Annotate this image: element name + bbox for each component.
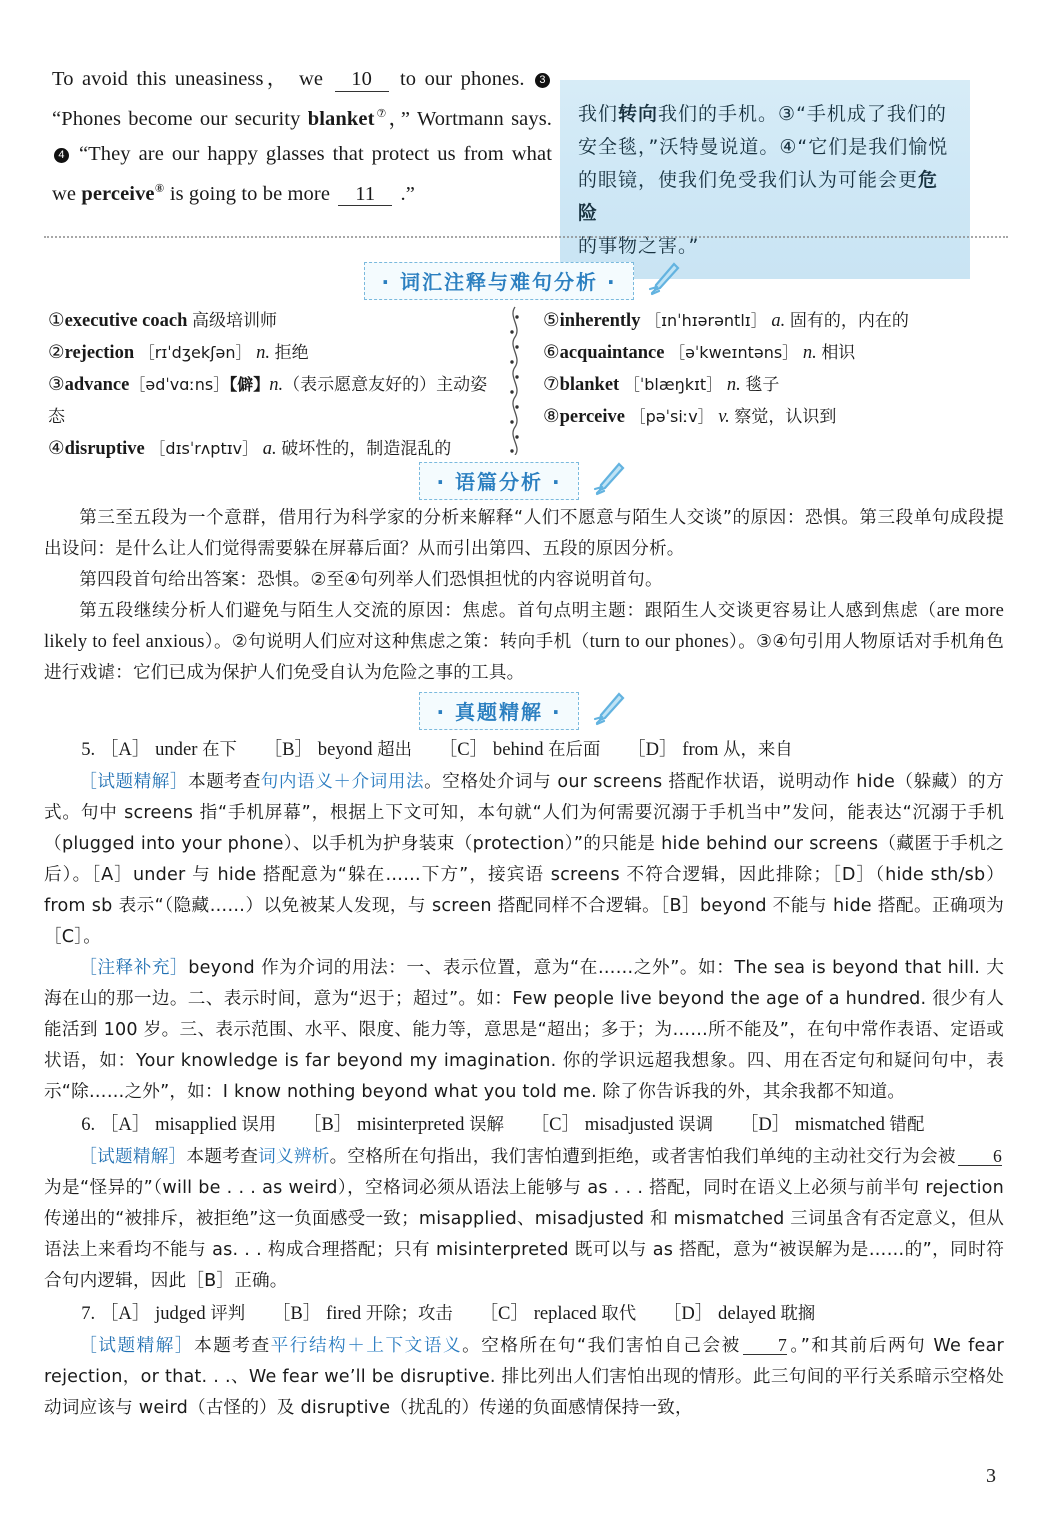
option-meaning: 取代 bbox=[601, 1304, 637, 1324]
note-body: beyond 作为介词的用法：一、表示位置，意为“在……之外”。如：The sea is beyond that hill. 大海在山的那一边。二、表示时间，意为“迟于；超过”。如：Few people live beyond the age of a hundred. 很少有人能活到 100 岁。三、表示范围、水平、限度、能力等，意思是“超出；多于；为……所不能及”，在句中常作表语、定语或状语，如：Your knowledge is far beyond my imagination. 你的学识远超我想象。四、用在否定句和疑问句中，表示“除……之外”，如：I know nothing beyond what you told me. 除了你告诉我的外，其余我都不知道。 bbox=[44, 958, 1005, 1102]
decorative-squiggle-divider bbox=[505, 305, 525, 455]
explanation-body-a: 。空格所在句“我们害怕自己会被 bbox=[462, 1336, 741, 1356]
explanation-keyword: 平行结构＋上下文语义 bbox=[270, 1336, 463, 1356]
vocab-phonetic: ［ˈblæŋkɪt］ bbox=[623, 375, 723, 394]
blank-11[interactable]: 11 bbox=[338, 184, 392, 207]
vocab-entry bbox=[48, 337, 503, 369]
vocab-phonetic: ［ɪnˈhɪərəntlɪ］ bbox=[645, 311, 767, 330]
vocab-entry bbox=[543, 305, 973, 337]
vocab-pos: n. bbox=[269, 375, 284, 395]
question-5-options bbox=[44, 733, 1004, 767]
paragraph-marker-3: 3 bbox=[535, 73, 550, 88]
vocab-header-label: · 词汇注释与难句分析 · bbox=[364, 262, 633, 300]
question-5-note bbox=[44, 953, 1004, 1108]
option-word: replaced bbox=[533, 1303, 597, 1324]
option-letter[interactable]: ［C］ bbox=[438, 739, 489, 760]
option-word: misadjusted bbox=[584, 1114, 674, 1135]
option-meaning: 评判 bbox=[210, 1304, 246, 1324]
pen-icon bbox=[644, 258, 684, 303]
section-divider bbox=[44, 236, 1008, 238]
vocab-entry bbox=[543, 369, 973, 401]
vocab-index: ① bbox=[48, 311, 65, 331]
option-word: mismatched bbox=[795, 1114, 885, 1135]
keyword-blanket: blanket bbox=[307, 107, 375, 130]
passage-text-1: To avoid this uneasiness bbox=[52, 68, 264, 90]
vocab-entry bbox=[543, 401, 973, 433]
explanation-lead: 本题考查 bbox=[188, 772, 261, 792]
question-7-options bbox=[44, 1297, 1004, 1331]
option-meaning: 超出 bbox=[377, 740, 412, 760]
vocab-word: executive coach bbox=[64, 311, 188, 331]
question-7-explanation bbox=[44, 1331, 1004, 1424]
passage-text-3: to our phones. bbox=[400, 68, 525, 90]
exam-explanations bbox=[44, 733, 1004, 1424]
vocab-index: ⑤ bbox=[543, 311, 560, 331]
vocab-meaning: 察觉，认识到 bbox=[734, 407, 837, 427]
vocab-entry bbox=[48, 305, 503, 337]
option-letter[interactable]: ［C］ bbox=[530, 1114, 581, 1135]
explanation-body-b: 为是“怪异的”（will be . . . as weird），空格词必须从语法上能够与 as . . . 搭配，同时在语义上必须与前半句 rejection 传递出的“被排斥，被拒绝”这一负面感受一致；misapplied、misadjusted 和 mismatched 三词虽含有否定意义，但从语法上来看均不能与 as. . . 构成合理搭配；只有 misinterpreted 既可以与 as 搭配，意为“被误解为是……的”，同时符合句内逻辑，因此［B］正确。 bbox=[44, 1178, 1004, 1291]
vocab-index: ⑧ bbox=[543, 407, 560, 427]
question-number: 7. bbox=[81, 1303, 96, 1324]
paragraph-marker-4: 4 bbox=[54, 148, 69, 163]
vocab-pos: v. bbox=[718, 407, 730, 427]
question-number: 6. bbox=[81, 1114, 96, 1135]
explanation-tag: ［试题精解］ bbox=[79, 1336, 195, 1356]
vocab-index: ⑦ bbox=[543, 375, 560, 395]
option-word: fired bbox=[326, 1303, 362, 1324]
option-meaning: 开除；攻击 bbox=[365, 1304, 453, 1324]
explanation-body-a: 。空格所在句指出，我们害怕遭到拒绝，或者害怕我们单纯的主动社交行为会被 bbox=[329, 1147, 956, 1167]
vocab-phonetic: ［rɪˈdʒekʃən］ bbox=[138, 343, 252, 362]
question-6-options bbox=[44, 1108, 1004, 1142]
vocab-pos: n. bbox=[726, 375, 741, 395]
answer-blank-7[interactable]: 7 bbox=[743, 1336, 787, 1355]
vocab-index: ⑥ bbox=[543, 343, 560, 363]
translation-line-4: 的事物之害。” bbox=[578, 235, 700, 257]
footnote-ref-8: ⑧ bbox=[154, 182, 165, 195]
option-letter[interactable]: ［A］ bbox=[99, 1114, 151, 1135]
explanation-keyword: 词义辨析 bbox=[258, 1147, 330, 1167]
option-meaning: 错配 bbox=[889, 1115, 925, 1135]
page-number: 3 bbox=[986, 1465, 996, 1487]
explanation-lead: 本题考查 bbox=[194, 1336, 271, 1356]
answer-blank-6[interactable]: 6 bbox=[958, 1147, 1002, 1166]
exam-section-header bbox=[0, 688, 1048, 733]
footnote-ref-7: ⑦ bbox=[374, 108, 389, 120]
question-number: 5. bbox=[81, 739, 96, 760]
discourse-paragraph-1: 第三至五段为一个意群，借用行为科学家的分析来解释“人们不愿意与陌生人交谈”的原因：恐惧。第三段单句成段提出设问：是什么让人们觉得需要躲在屏幕后面？从而引出第四、五段的原因分析。 bbox=[44, 508, 1004, 559]
option-word: under bbox=[155, 739, 198, 760]
explanation-tag: ［试题精解］ bbox=[79, 1147, 187, 1167]
vocab-index: ④ bbox=[48, 439, 65, 459]
vocab-phonetic: ［pəˈsiːv］ bbox=[629, 407, 714, 426]
passage-section bbox=[0, 62, 1048, 257]
option-letter[interactable]: ［D］ bbox=[739, 1114, 791, 1135]
vocab-phonetic: ［əˈkweɪntəns］ bbox=[669, 343, 799, 362]
discourse-paragraph-3 bbox=[44, 596, 1004, 689]
vocab-section-header bbox=[0, 258, 1048, 303]
vocab-tag: 【僻】 bbox=[229, 375, 270, 394]
question-6-explanation bbox=[44, 1142, 1004, 1297]
translation-line-3: 的眼镜，使我们免受我们认为可能会更危险 bbox=[578, 169, 939, 224]
vocab-phonetic: ［dɪsˈrʌptɪv］ bbox=[149, 439, 259, 458]
discourse-paragraph-2: 第四段首句给出答案：恐惧。②至④句列举人们恐惧担忧的内容说明首句。 bbox=[79, 570, 663, 590]
passage-text-5: ，” Wortmann says. bbox=[388, 107, 552, 130]
passage-text-4: “Phones become our security bbox=[52, 107, 301, 130]
option-letter[interactable]: ［B］ bbox=[302, 1114, 353, 1135]
explanation-lead: 本题考查 bbox=[186, 1147, 259, 1167]
option-meaning: 在下 bbox=[202, 740, 237, 760]
explanation-tag: ［试题精解］ bbox=[79, 772, 189, 792]
vocab-meaning: 高级培训师 bbox=[192, 311, 277, 331]
option-word: judged bbox=[155, 1303, 206, 1324]
explanation-keyword: 句内语义＋介词用法 bbox=[260, 772, 425, 792]
translation-line-2: 安全毯，”沃特曼说道。④“它们是我们愉悦 bbox=[578, 136, 949, 158]
vocab-phonetic: ［ədˈvɑːns］ bbox=[129, 375, 230, 394]
note-tag: ［注释补充］ bbox=[79, 958, 189, 978]
question-5-explanation bbox=[44, 767, 1004, 953]
vocabulary-column-right bbox=[543, 305, 973, 465]
option-letter[interactable]: ［D］ bbox=[662, 1303, 714, 1324]
option-letter[interactable]: ［D］ bbox=[627, 739, 678, 760]
vocab-index: ③ bbox=[48, 375, 65, 395]
vocab-pos: n. bbox=[802, 343, 817, 363]
vocab-entry bbox=[543, 337, 973, 369]
option-letter[interactable]: ［B］ bbox=[263, 739, 314, 760]
option-meaning: 在后面 bbox=[548, 740, 601, 760]
option-word: beyond bbox=[317, 739, 373, 760]
comma-1: ， bbox=[263, 68, 291, 90]
vocab-meaning: 固有的，内在的 bbox=[789, 311, 909, 331]
option-word: delayed bbox=[718, 1303, 776, 1324]
option-meaning: 误用 bbox=[241, 1115, 277, 1135]
translation-line-1: 我们转向我们的手机。③“手机成了我们的 bbox=[578, 103, 947, 125]
vocab-word: blanket bbox=[559, 375, 620, 395]
discourse-analysis bbox=[44, 503, 1004, 689]
option-word: misinterpreted bbox=[357, 1114, 465, 1135]
discourse-p3-english-2: turn to our phones bbox=[589, 632, 729, 652]
vocab-pos: n. bbox=[256, 343, 271, 363]
discourse-p3-part-c: ）。③④句引用人物原话对手机角色进行戏谑：它们已成为保护人们免受自认为危险之事的工具。 bbox=[44, 632, 1004, 683]
passage-text-2: we bbox=[299, 68, 324, 90]
option-meaning: 误调 bbox=[678, 1115, 714, 1135]
vocabulary-column-left bbox=[48, 305, 503, 465]
option-letter[interactable]: ［A］ bbox=[99, 739, 151, 760]
explanation-body-b: 。”和其前后两句 We fear rejection，or that. . .、We fear we’ll be disruptive. 排比列出人们害怕出现的情形。此三句间的平行关系暗示空格处动词应该与 weird（古怪的）及 disruptive（扰乱的）传递的负面感情保持一致， bbox=[44, 1336, 1004, 1418]
vocab-word: acquaintance bbox=[559, 343, 665, 363]
vocab-pos: a. bbox=[771, 311, 786, 331]
option-word: from bbox=[682, 739, 719, 760]
discourse-header-label: · 语篇分析 · bbox=[419, 462, 578, 500]
translation-box bbox=[560, 80, 970, 279]
option-letter[interactable]: ［C］ bbox=[479, 1303, 530, 1324]
vocab-meaning: （表示愿意友好的）主动姿态 bbox=[48, 375, 488, 427]
vocab-word: rejection bbox=[64, 343, 135, 363]
vocab-meaning: 破坏性的，制造混乱的 bbox=[281, 439, 452, 459]
vocab-pos: a. bbox=[262, 439, 277, 459]
vocab-word: perceive bbox=[559, 407, 625, 427]
option-letter[interactable]: ［B］ bbox=[271, 1303, 322, 1324]
vocab-index: ② bbox=[48, 343, 65, 363]
option-word: misapplied bbox=[155, 1114, 237, 1135]
vocab-meaning: 相识 bbox=[821, 343, 856, 363]
vocab-word: inherently bbox=[559, 311, 641, 331]
vocab-meaning: 毯子 bbox=[745, 375, 780, 395]
pen-icon bbox=[589, 458, 629, 503]
passage-text-7: is going to be more bbox=[169, 182, 331, 205]
option-letter[interactable]: ［A］ bbox=[99, 1303, 151, 1324]
discourse-p3-part-b: ）。②句说明人们应对这种焦虑之策：转向手机（ bbox=[204, 632, 590, 652]
vocab-word: advance bbox=[64, 375, 130, 395]
vocab-word: disruptive bbox=[64, 439, 145, 459]
pen-icon bbox=[589, 688, 629, 733]
passage-text-6: “They are our happy glasses that protect us from what we bbox=[52, 142, 552, 205]
blank-10[interactable]: 10 bbox=[335, 69, 389, 92]
option-meaning: 误解 bbox=[469, 1115, 504, 1135]
vocab-meaning: 拒绝 bbox=[274, 343, 309, 363]
discourse-p3-part-a: 第五段继续分析人们避免与陌生人交流的原因：焦虑。首句点明主题：跟陌生人交谈更容易让人感到焦虑（ bbox=[79, 601, 937, 621]
english-passage bbox=[52, 62, 552, 212]
discourse-section-header bbox=[0, 458, 1048, 503]
passage-text-8: .” bbox=[400, 182, 415, 205]
keyword-perceive: perceive bbox=[81, 182, 155, 205]
vocab-entry bbox=[48, 369, 503, 433]
option-word: behind bbox=[492, 739, 544, 760]
exam-header-label: · 真题精解 · bbox=[419, 692, 578, 730]
explanation-body: 。空格处介词与 our screens 搭配作状语，说明动作 hide（躲藏）的方式。句中 screens 指“手机屏幕”，根据上下文可知，本句就“人们为何需要沉溺于手机当中”发问，能表达“沉溺于手机（plugged into your phone）、以手机为护身装束（protection）”的只能是 hide behind our screens（藏匿于手机之后）。［A］under 与 hide 搭配意为“躲在……下方”，接宾语 screens 不符合逻辑，因此排除；［D］（hide sth/sb）from sb 表示“（隐藏……）以免被某人发现，与 screen 搭配同样不合逻辑。［B］beyond 不能与 hide 搭配。正确项为［C］。 bbox=[44, 772, 1004, 947]
option-meaning: 从，来自 bbox=[723, 740, 793, 760]
discourse-p3-english-1: are more likely to feel anxious bbox=[44, 601, 1004, 652]
option-meaning: 耽搁 bbox=[780, 1304, 816, 1324]
